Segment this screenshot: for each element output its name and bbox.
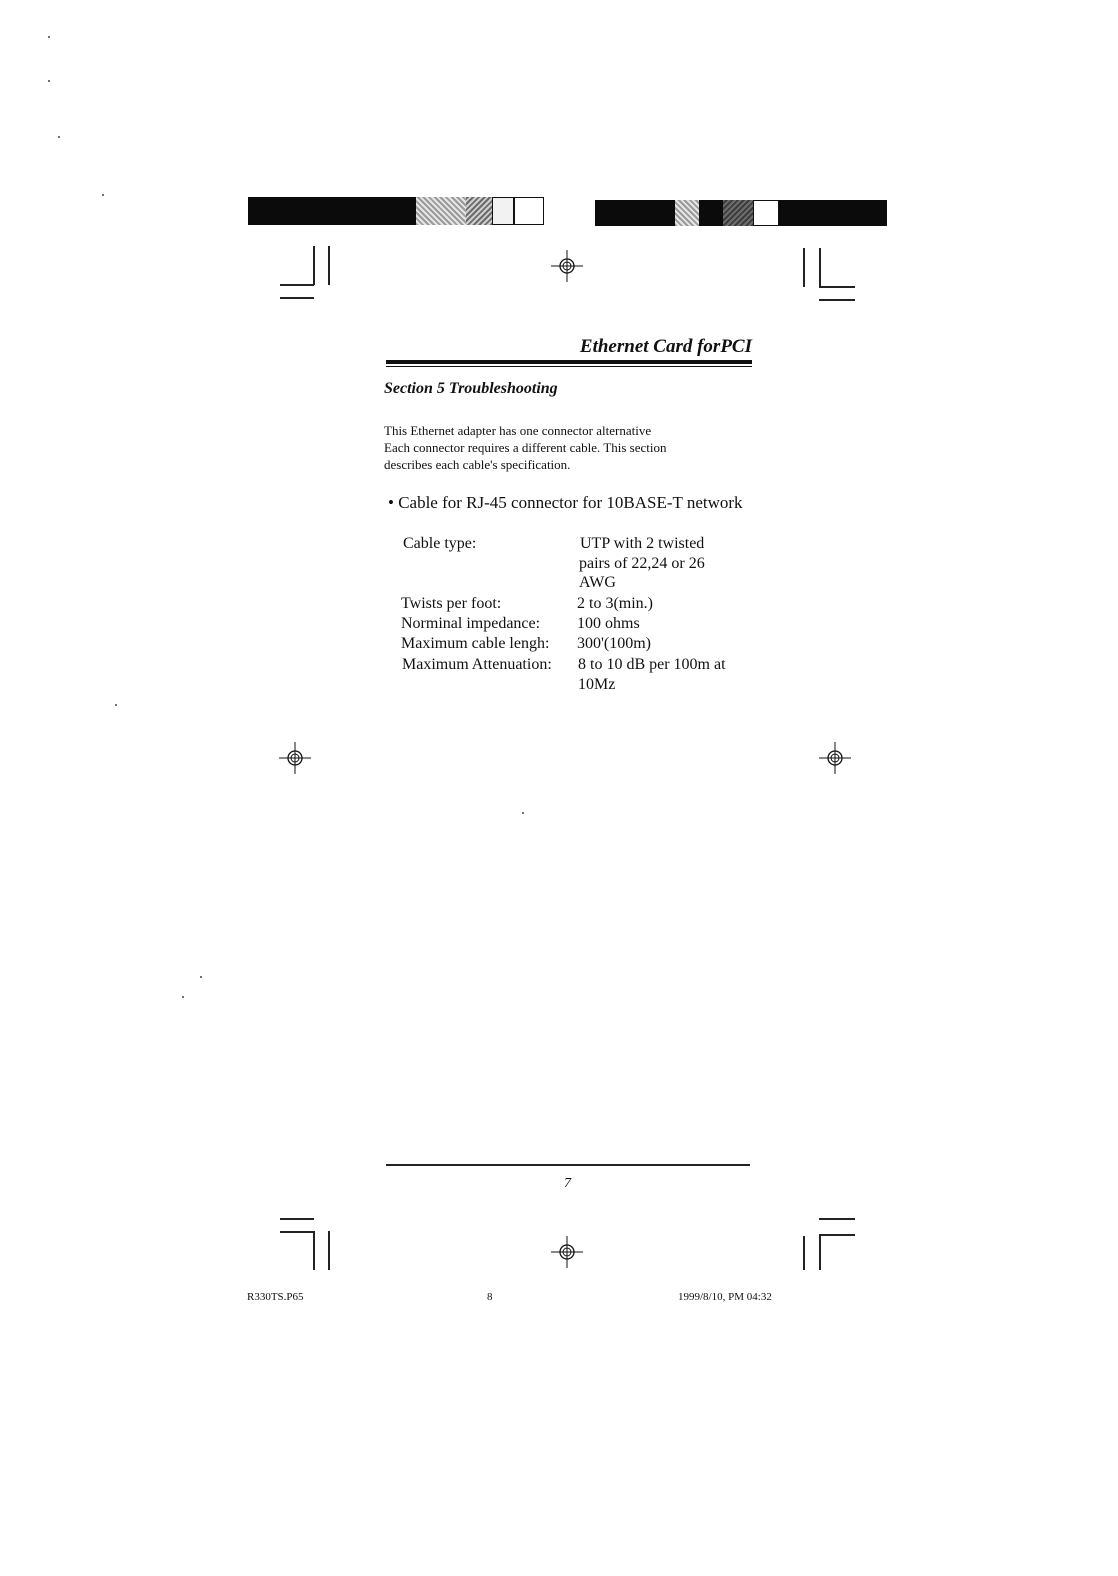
color-patch xyxy=(492,197,514,225)
section-title: Section 5 Troubleshooting xyxy=(384,380,558,397)
running-header-title: Ethernet Card forPCI xyxy=(579,336,752,357)
color-patch xyxy=(675,200,699,226)
page-number: 7 xyxy=(564,1176,571,1191)
slug-timestamp: 1999/8/10, PM 04:32 xyxy=(678,1291,772,1303)
registration-mark-right xyxy=(817,740,853,776)
intro-line: Each connector requires a different cable. This section xyxy=(384,440,667,455)
spec-value: AWG xyxy=(579,574,616,591)
spec-label: Twists per foot: xyxy=(401,595,502,612)
scan-speck xyxy=(58,136,60,138)
color-patch xyxy=(723,200,753,226)
scan-speck xyxy=(48,80,50,82)
spec-label: Maximum cable lengh: xyxy=(401,635,550,652)
color-patch xyxy=(514,197,544,225)
spec-value: 8 to 10 dB per 100m at xyxy=(578,656,726,673)
color-bar-right xyxy=(595,200,887,226)
spec-value: pairs of 22,24 or 26 xyxy=(579,555,705,572)
footer-rule xyxy=(386,1164,750,1166)
scan-speck xyxy=(182,996,184,998)
intro-paragraph xyxy=(384,422,756,473)
spec-value: 2 to 3(min.) xyxy=(577,595,653,612)
spec-label: Cable type: xyxy=(403,535,477,552)
color-patch xyxy=(466,197,492,225)
intro-line: This Ethernet adapter has one connector alternative xyxy=(384,423,652,438)
spec-label: Maximum Attenuation: xyxy=(402,656,552,673)
header-rule-thin xyxy=(386,366,752,367)
scan-speck xyxy=(522,812,524,814)
spec-value: 300'(100m) xyxy=(577,635,651,652)
slug-filename: R330TS.P65 xyxy=(247,1291,304,1303)
color-bar-left xyxy=(248,197,544,225)
scan-speck xyxy=(48,36,50,38)
scan-speck xyxy=(102,194,104,196)
spec-label: Norminal impedance: xyxy=(401,615,541,632)
scan-speck xyxy=(200,976,202,978)
registration-mark-top xyxy=(549,248,585,284)
registration-mark-bottom xyxy=(549,1234,585,1270)
registration-mark-left xyxy=(277,740,313,776)
scan-speck xyxy=(115,704,117,706)
spec-value: UTP with 2 twisted xyxy=(580,535,705,552)
header-rule xyxy=(386,360,752,364)
spec-value: 100 ohms xyxy=(577,615,640,632)
slug-sheet-number: 8 xyxy=(487,1291,493,1303)
spec-value: 10Mz xyxy=(578,676,616,693)
intro-line: describes each cable's specification. xyxy=(384,457,571,472)
color-patch xyxy=(753,200,779,226)
cable-bullet: • Cable for RJ-45 connector for 10BASE-T network xyxy=(388,493,743,512)
color-patch xyxy=(416,197,466,225)
